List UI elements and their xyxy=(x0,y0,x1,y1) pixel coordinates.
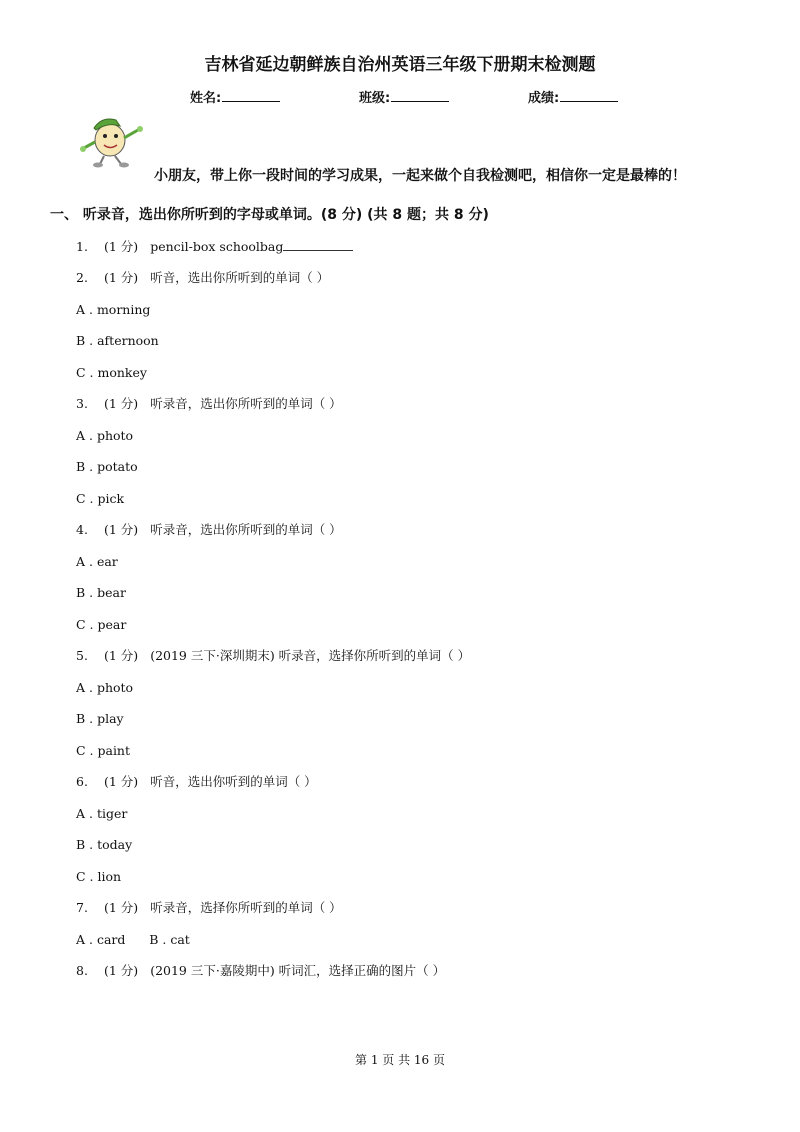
option-b[interactable]: B . afternoon xyxy=(76,333,159,348)
score-field xyxy=(528,87,618,106)
option-a[interactable]: A . morning xyxy=(76,302,151,317)
score-label: 成绩: xyxy=(528,91,560,106)
score-blank xyxy=(560,89,618,102)
name-blank xyxy=(222,89,280,102)
question-8: 8. (1 分) (2019 三下·嘉陵期中) 听词汇，选择正确的图片（ ） xyxy=(76,963,446,978)
option-a[interactable]: A . photo xyxy=(76,428,134,443)
option-b[interactable]: B . today xyxy=(76,837,133,852)
question-4: 4. (1 分) 听录音，选出你所听到的单词（ ） xyxy=(76,522,342,537)
encouragement-text: 小朋友，带上你一段时间的学习成果，一起来做个自我检测吧，相信你一定是最棒的！ xyxy=(154,168,686,184)
question-7: 7. (1 分) 听录音，选择你所听到的单词（ ） xyxy=(76,900,342,915)
class-blank xyxy=(391,89,449,102)
class-label: 班级: xyxy=(359,91,391,106)
question-3: 3. (1 分) 听录音，选出你所听到的单词（ ） xyxy=(76,396,342,411)
option-b[interactable]: B . potato xyxy=(76,459,138,474)
option-a[interactable]: A . photo xyxy=(76,680,134,695)
cartoon-mascot-icon xyxy=(74,112,148,170)
options-ab[interactable]: A . card B . cat xyxy=(76,932,190,947)
option-c[interactable]: C . lion xyxy=(76,869,122,884)
question-6: 6. (1 分) 听音，选出你听到的单词（ ） xyxy=(76,774,317,789)
section-heading: 一、 听录音，选出你所听到的字母或单词。(8 分) (共 8 题；共 8 分) xyxy=(50,207,489,223)
option-b[interactable]: B . play xyxy=(76,711,124,726)
option-b[interactable]: B . bear xyxy=(76,585,126,600)
option-c[interactable]: C . monkey xyxy=(76,365,147,380)
page-title: 吉林省延边朝鲜族自治州英语三年级下册期末检测题 xyxy=(204,55,596,75)
class-field xyxy=(359,87,449,106)
option-c[interactable]: C . paint xyxy=(76,743,131,758)
name-field xyxy=(190,87,280,106)
page-footer: 第 1 页 共 16 页 xyxy=(355,1053,445,1067)
question-1: 1. (1 分) pencil-box schoolbag xyxy=(76,237,353,255)
option-a[interactable]: A . tiger xyxy=(76,806,128,821)
answer-blank xyxy=(283,239,353,251)
option-c[interactable]: C . pear xyxy=(76,617,127,632)
option-c[interactable]: C . pick xyxy=(76,491,125,506)
name-label: 姓名: xyxy=(190,91,222,106)
question-2: 2. (1 分) 听音，选出你所听到的单词（ ） xyxy=(76,270,330,285)
option-a[interactable]: A . ear xyxy=(76,554,118,569)
question-5: 5. (1 分) (2019 三下·深圳期末) 听录音，选择你所听到的单词（ ） xyxy=(76,648,471,663)
